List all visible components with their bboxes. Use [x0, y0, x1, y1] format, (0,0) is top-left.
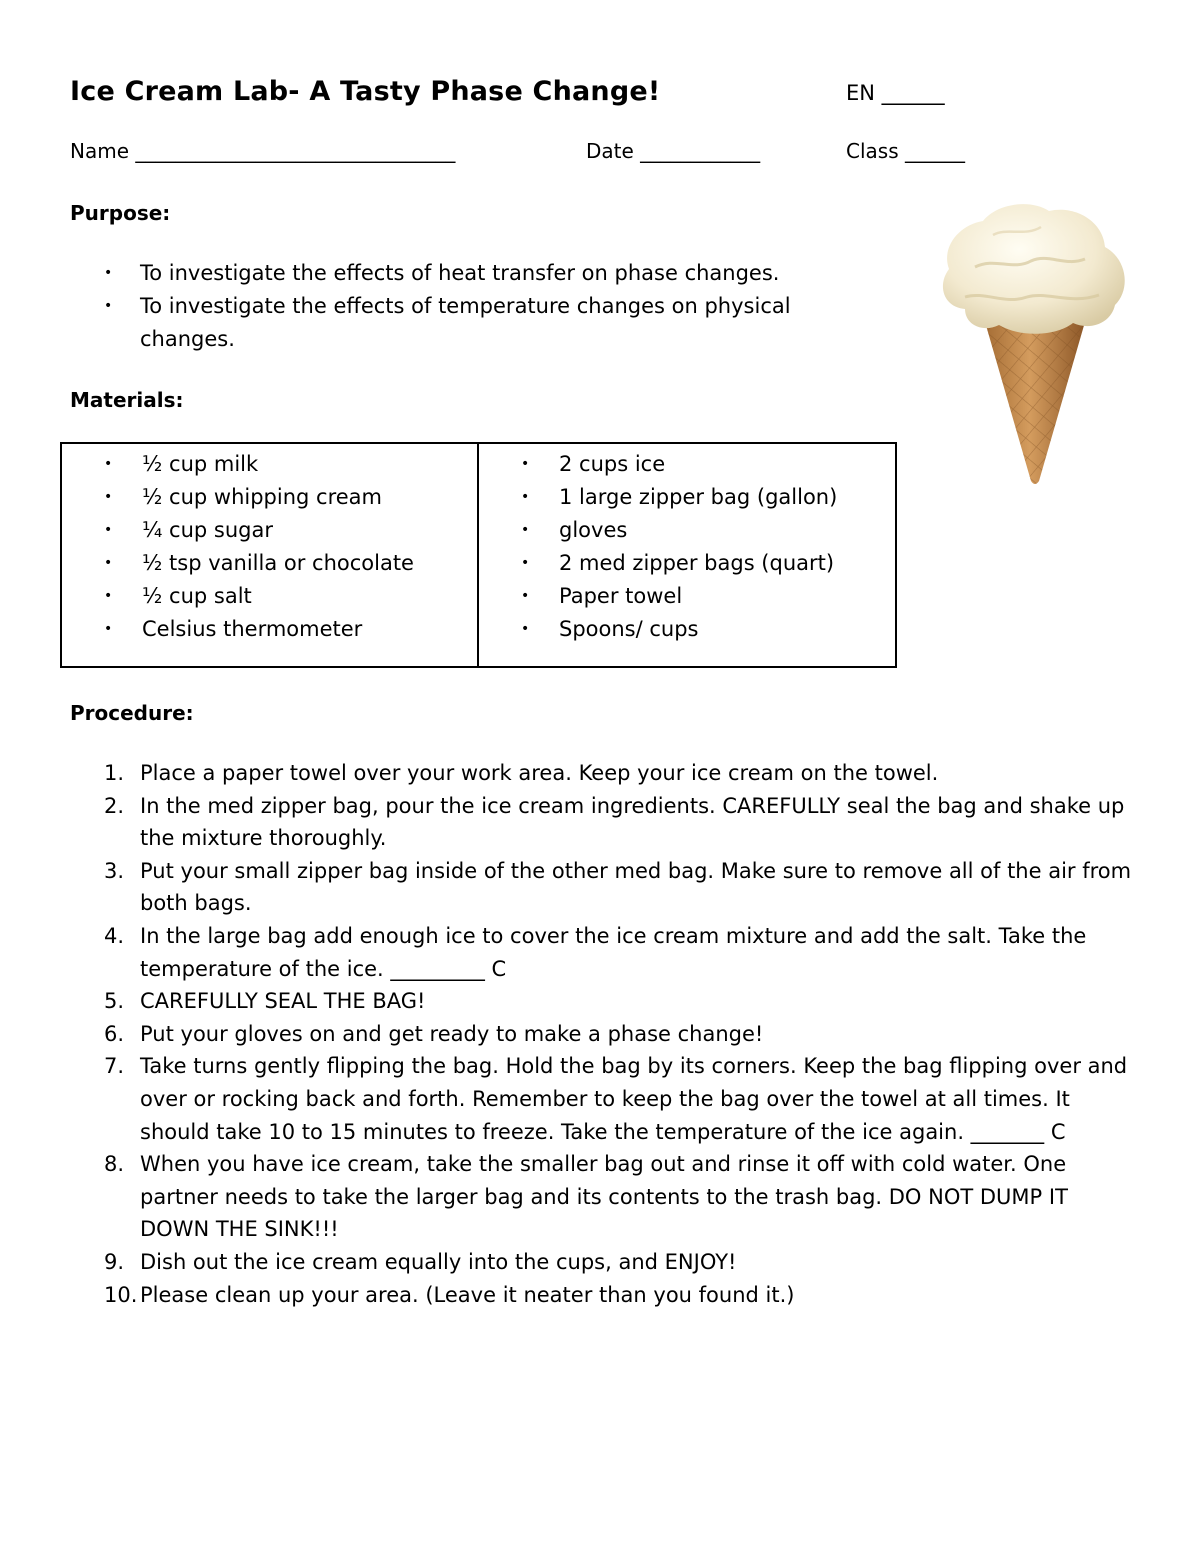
step-text: Put your gloves on and get ready to make a phase change!: [140, 1021, 764, 1046]
material-item: • 2 cups ice: [521, 448, 837, 481]
procedure-step: [70, 1018, 1140, 1051]
materials-list-left: [104, 448, 414, 646]
procedure-step: [70, 1246, 1140, 1279]
step-number: 2.: [104, 793, 125, 818]
date-field: Date ____________: [586, 139, 761, 163]
material-item: • ½ cup milk: [104, 448, 414, 481]
step-number: 3.: [104, 858, 125, 883]
step-number: 1.: [104, 761, 125, 785]
procedure-step: [70, 757, 1140, 790]
step-number: 6.: [104, 1021, 125, 1046]
materials-list-right: [521, 448, 837, 646]
name-field: Name ________________________________: [70, 139, 456, 163]
procedure-step: [70, 790, 1140, 855]
step-text: When you have ice cream, take the smaller bag out and rinse it off with cold water. One partner needs to take the larger bag and its contents to the trash bag. DO NOT DUMP IT DOWN THE SINK!!!: [140, 1152, 1068, 1242]
step-text: Dish out the ice cream equally into the cups, and ENJOY!: [140, 1249, 737, 1274]
step-text: CAREFULLY SEAL THE BAG!: [140, 989, 426, 1014]
procedure-step: [70, 1148, 1140, 1246]
material-item: • Celsius thermometer: [104, 613, 414, 646]
class-field: Class ______: [846, 139, 965, 163]
page-title: Ice Cream Lab- A Tasty Phase Change!: [70, 76, 661, 107]
step-text: Take turns gently flipping the bag. Hold the bag by its corners. Keep the bag flipping over and over or rocking back and forth. Remember to keep the bag over the towel at all times. It should take 10 to 15 minutes to freeze. Take the temperature of the ice again. _______ C: [140, 1054, 1128, 1144]
step-number: 10.: [104, 1282, 138, 1307]
purpose-list: [104, 257, 844, 356]
purpose-item: • To investigate the effects of temperature changes on physical changes.: [104, 290, 844, 356]
step-number: 8.: [104, 1152, 125, 1177]
material-item: • ¼ cup sugar: [104, 514, 414, 547]
step-text: Put your small zipper bag inside of the other med bag. Make sure to remove all of the air from both bags.: [140, 858, 1132, 916]
material-item: • 2 med zipper bags (quart): [521, 547, 837, 580]
material-item: • 1 large zipper bag (gallon): [521, 481, 837, 514]
en-field: EN ______: [846, 81, 945, 105]
purpose-heading: Purpose:: [70, 201, 171, 225]
materials-heading: Materials:: [70, 388, 184, 412]
procedure-step: [70, 1279, 1140, 1312]
step-number: 9.: [104, 1249, 125, 1274]
procedure-list: [70, 757, 1140, 1311]
ice-cream-cone-icon: [935, 197, 1135, 487]
material-item: • gloves: [521, 514, 837, 547]
material-item: • ½ cup salt: [104, 580, 414, 613]
step-number: 7.: [104, 1054, 125, 1079]
materials-column-right: [479, 444, 895, 666]
step-text: In the large bag add enough ice to cover the ice cream mixture and add the salt. Take the temperature of the ice. _________ C: [140, 923, 1087, 981]
material-item: • ½ tsp vanilla or chocolate: [104, 547, 414, 580]
step-number: 4.: [104, 923, 125, 948]
procedure-step: [70, 855, 1140, 920]
materials-column-left: [62, 444, 479, 666]
materials-table: [60, 442, 897, 668]
material-item: • Spoons/ cups: [521, 613, 837, 646]
purpose-item: • To investigate the effects of heat transfer on phase changes.: [104, 257, 844, 290]
step-text: Place a paper towel over your work area. Keep your ice cream on the towel.: [140, 761, 939, 785]
material-item: • Paper towel: [521, 580, 837, 613]
material-item: • ½ cup whipping cream: [104, 481, 414, 514]
step-text: Please clean up your area. (Leave it neater than you found it.): [140, 1282, 795, 1307]
procedure-step: [70, 985, 1140, 1018]
procedure-step: [70, 1050, 1140, 1148]
step-number: 5.: [104, 989, 125, 1014]
procedure-step: [70, 920, 1140, 985]
procedure-heading: Procedure:: [70, 701, 194, 725]
step-text: In the med zipper bag, pour the ice cream ingredients. CAREFULLY seal the bag and shake up the mixture thoroughly.: [140, 793, 1125, 851]
